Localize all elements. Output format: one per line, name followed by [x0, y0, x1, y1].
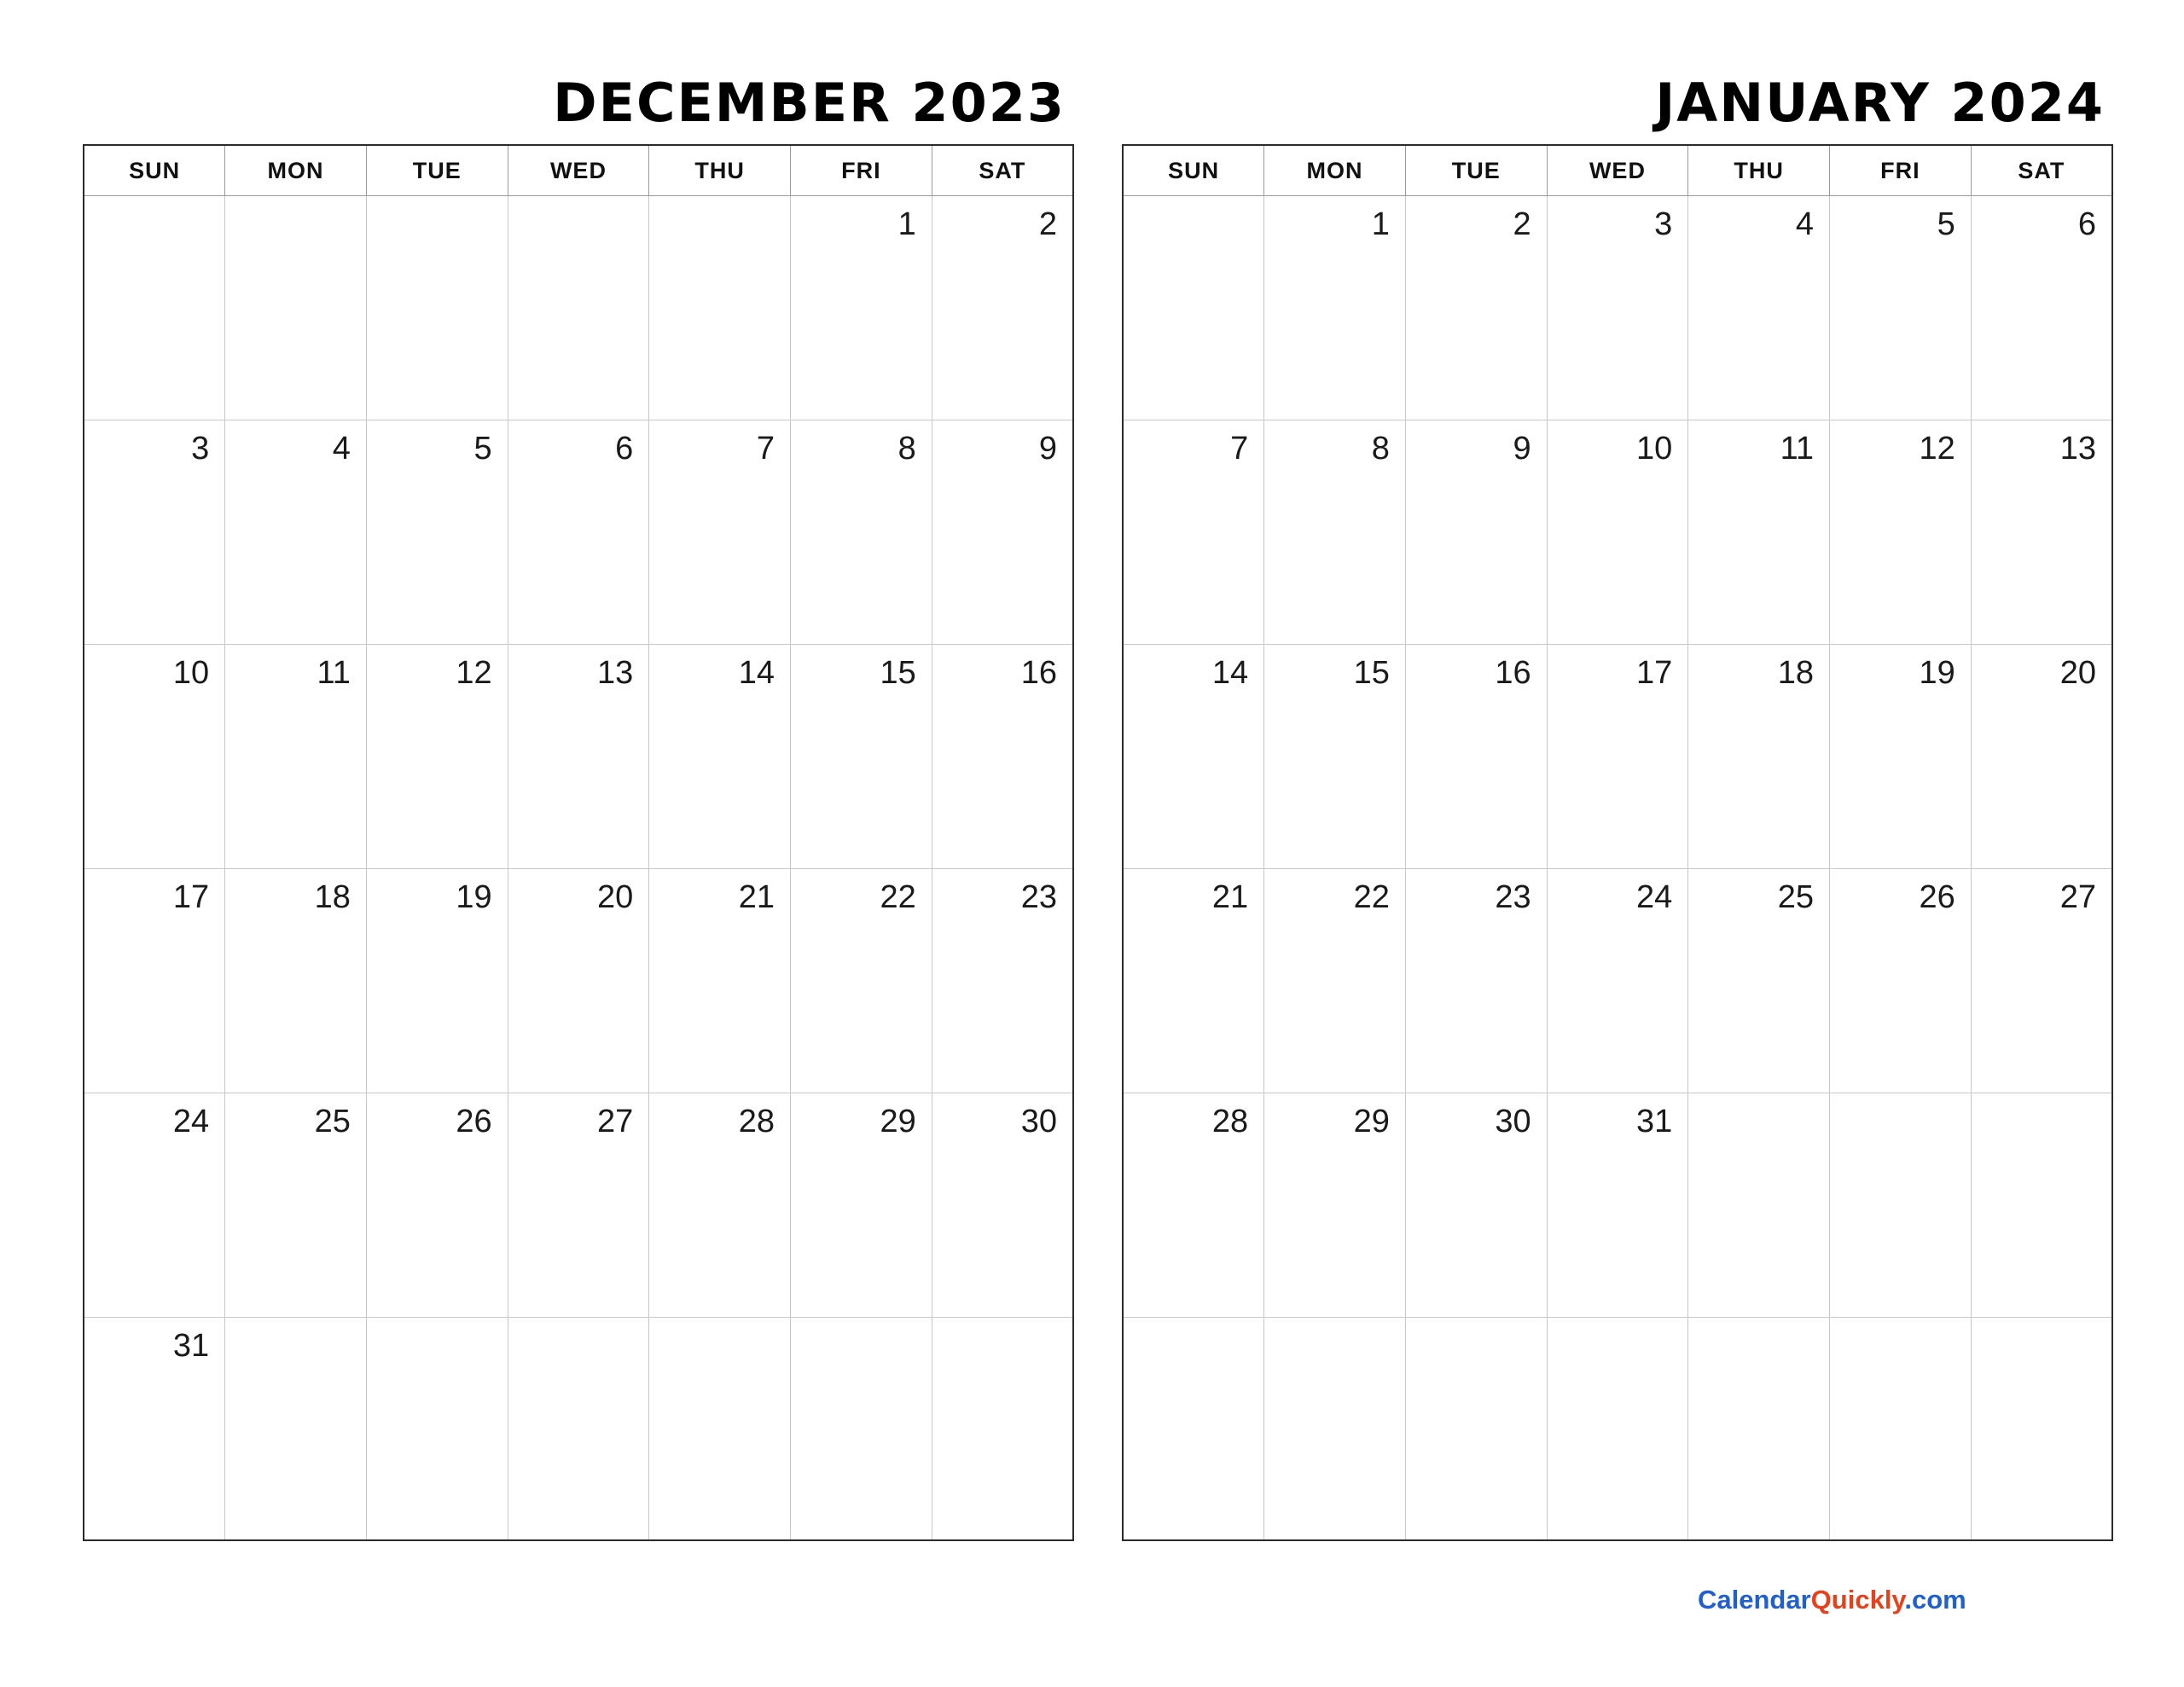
day-cell[interactable]: 5: [1830, 196, 1972, 420]
day-cell[interactable]: 22: [1264, 869, 1406, 1093]
day-cell[interactable]: 9: [932, 420, 1073, 645]
day-cell[interactable]: [1405, 1318, 1547, 1541]
day-cell[interactable]: 10: [84, 645, 225, 869]
weekday-header-row: [1123, 145, 2112, 196]
calendar-week-row: [84, 645, 1073, 869]
day-cell[interactable]: [366, 1318, 508, 1541]
weekday-header-wed: WED: [1547, 145, 1688, 196]
day-cell[interactable]: 4: [225, 420, 367, 645]
day-cell[interactable]: [932, 1318, 1073, 1541]
weekday-header-thu: THU: [1688, 145, 1830, 196]
calendar-week-row: [1123, 1318, 2112, 1541]
day-cell[interactable]: [366, 196, 508, 420]
day-cell[interactable]: 19: [1830, 645, 1972, 869]
day-cell[interactable]: 31: [84, 1318, 225, 1541]
months-container: [83, 72, 2113, 1541]
month-title-december: DECEMBER 2023: [553, 72, 1066, 134]
weekday-header-wed: WED: [508, 145, 649, 196]
day-cell[interactable]: 21: [649, 869, 791, 1093]
day-cell[interactable]: 18: [1688, 645, 1830, 869]
day-cell[interactable]: 16: [1405, 645, 1547, 869]
day-cell[interactable]: 24: [84, 1093, 225, 1318]
month-block-january: [1122, 72, 2113, 1541]
calendar-week-row: [84, 869, 1073, 1093]
day-cell[interactable]: 28: [1123, 1093, 1264, 1318]
day-cell[interactable]: 3: [1547, 196, 1688, 420]
day-cell[interactable]: [649, 1318, 791, 1541]
calendar-week-row: [1123, 869, 2112, 1093]
day-cell[interactable]: 20: [1971, 645, 2112, 869]
day-cell[interactable]: 10: [1547, 420, 1688, 645]
day-cell[interactable]: [649, 196, 791, 420]
day-cell[interactable]: [508, 1318, 649, 1541]
logo-text-calendar: Calendar: [1698, 1585, 1811, 1615]
weekday-header-fri: FRI: [1830, 145, 1972, 196]
calendar-week-row: [1123, 420, 2112, 645]
day-cell[interactable]: 14: [1123, 645, 1264, 869]
day-cell[interactable]: [1971, 1318, 2112, 1541]
day-cell[interactable]: 23: [932, 869, 1073, 1093]
weekday-header-sat: SAT: [932, 145, 1073, 196]
day-cell[interactable]: 13: [508, 645, 649, 869]
day-cell[interactable]: [508, 196, 649, 420]
day-cell[interactable]: [1547, 1318, 1688, 1541]
day-cell[interactable]: [1264, 1318, 1406, 1541]
day-cell[interactable]: [791, 1318, 932, 1541]
weekday-header-sun: SUN: [1123, 145, 1264, 196]
day-cell[interactable]: 27: [1971, 869, 2112, 1093]
day-cell[interactable]: 21: [1123, 869, 1264, 1093]
day-cell[interactable]: 20: [508, 869, 649, 1093]
day-cell[interactable]: 23: [1405, 869, 1547, 1093]
day-cell[interactable]: 6: [1971, 196, 2112, 420]
day-cell[interactable]: 26: [1830, 869, 1972, 1093]
day-cell[interactable]: 2: [1405, 196, 1547, 420]
day-cell[interactable]: 7: [1123, 420, 1264, 645]
weekday-header-fri: FRI: [791, 145, 932, 196]
weekday-header-thu: THU: [649, 145, 791, 196]
day-cell[interactable]: [1830, 1318, 1972, 1541]
day-cell-holiday[interactable]: 1: [1264, 196, 1406, 420]
day-cell[interactable]: 26: [366, 1093, 508, 1318]
calendar-table-december: [83, 144, 1074, 1541]
day-cell[interactable]: 29: [791, 1093, 932, 1318]
day-cell[interactable]: [1830, 1093, 1972, 1318]
day-cell[interactable]: 3: [84, 420, 225, 645]
day-cell[interactable]: 29: [1264, 1093, 1406, 1318]
logo-text-domain: .com: [1904, 1585, 1966, 1615]
calendar-week-row: [84, 1318, 1073, 1541]
day-cell[interactable]: 1: [791, 196, 932, 420]
month-title-january: JANUARY 2024: [1655, 72, 2105, 134]
day-cell[interactable]: [1971, 1093, 2112, 1318]
day-cell[interactable]: 13: [1971, 420, 2112, 645]
weekday-header-tue: TUE: [366, 145, 508, 196]
weekday-header-sun: SUN: [84, 145, 225, 196]
day-cell[interactable]: 8: [791, 420, 932, 645]
day-cell[interactable]: [84, 196, 225, 420]
day-cell[interactable]: [225, 196, 367, 420]
day-cell[interactable]: [1123, 1318, 1264, 1541]
weekday-header-row: [84, 145, 1073, 196]
day-cell[interactable]: [1688, 1093, 1830, 1318]
weekday-header-mon: MON: [1264, 145, 1406, 196]
day-cell[interactable]: 16: [932, 645, 1073, 869]
month-block-december: [83, 72, 1074, 1541]
weekday-header-mon: MON: [225, 145, 367, 196]
site-logo[interactable]: [1698, 1585, 1966, 1615]
day-cell[interactable]: 4: [1688, 196, 1830, 420]
day-cell[interactable]: 15: [791, 645, 932, 869]
calendar-week-row: [84, 1093, 1073, 1318]
day-cell[interactable]: 19: [366, 869, 508, 1093]
calendar-week-row: [1123, 645, 2112, 869]
day-cell[interactable]: 25: [1688, 869, 1830, 1093]
day-cell[interactable]: 22: [791, 869, 932, 1093]
weekday-header-sat: SAT: [1971, 145, 2112, 196]
calendar-week-row: [1123, 1093, 2112, 1318]
day-cell[interactable]: 18: [225, 869, 367, 1093]
weekday-header-tue: TUE: [1405, 145, 1547, 196]
day-cell[interactable]: 31: [1547, 1093, 1688, 1318]
calendar-table-january: [1122, 144, 2113, 1541]
calendar-week-row: [84, 196, 1073, 420]
day-cell[interactable]: 8: [1264, 420, 1406, 645]
day-cell[interactable]: 9: [1405, 420, 1547, 645]
day-cell[interactable]: 11: [225, 645, 367, 869]
day-cell[interactable]: 5: [366, 420, 508, 645]
day-cell[interactable]: 30: [1405, 1093, 1547, 1318]
day-cell[interactable]: 17: [84, 869, 225, 1093]
day-cell[interactable]: [1123, 196, 1264, 420]
day-cell[interactable]: 6: [508, 420, 649, 645]
day-cell[interactable]: 28: [649, 1093, 791, 1318]
day-cell[interactable]: 2: [932, 196, 1073, 420]
day-cell[interactable]: [225, 1318, 367, 1541]
day-cell[interactable]: 14: [649, 645, 791, 869]
day-cell[interactable]: 12: [366, 645, 508, 869]
day-cell[interactable]: 30: [932, 1093, 1073, 1318]
calendar-week-row: [1123, 196, 2112, 420]
logo-text-quickly: Quickly: [1810, 1585, 1905, 1615]
day-cell[interactable]: 12: [1830, 420, 1972, 645]
day-cell[interactable]: 27: [508, 1093, 649, 1318]
calendar-week-row: [84, 420, 1073, 645]
day-cell[interactable]: 24: [1547, 869, 1688, 1093]
day-cell[interactable]: 17: [1547, 645, 1688, 869]
day-cell[interactable]: 7: [649, 420, 791, 645]
day-cell-holiday[interactable]: 25: [225, 1093, 367, 1318]
day-cell[interactable]: [1688, 1318, 1830, 1541]
day-cell-holiday[interactable]: 15: [1264, 645, 1406, 869]
day-cell[interactable]: 11: [1688, 420, 1830, 645]
